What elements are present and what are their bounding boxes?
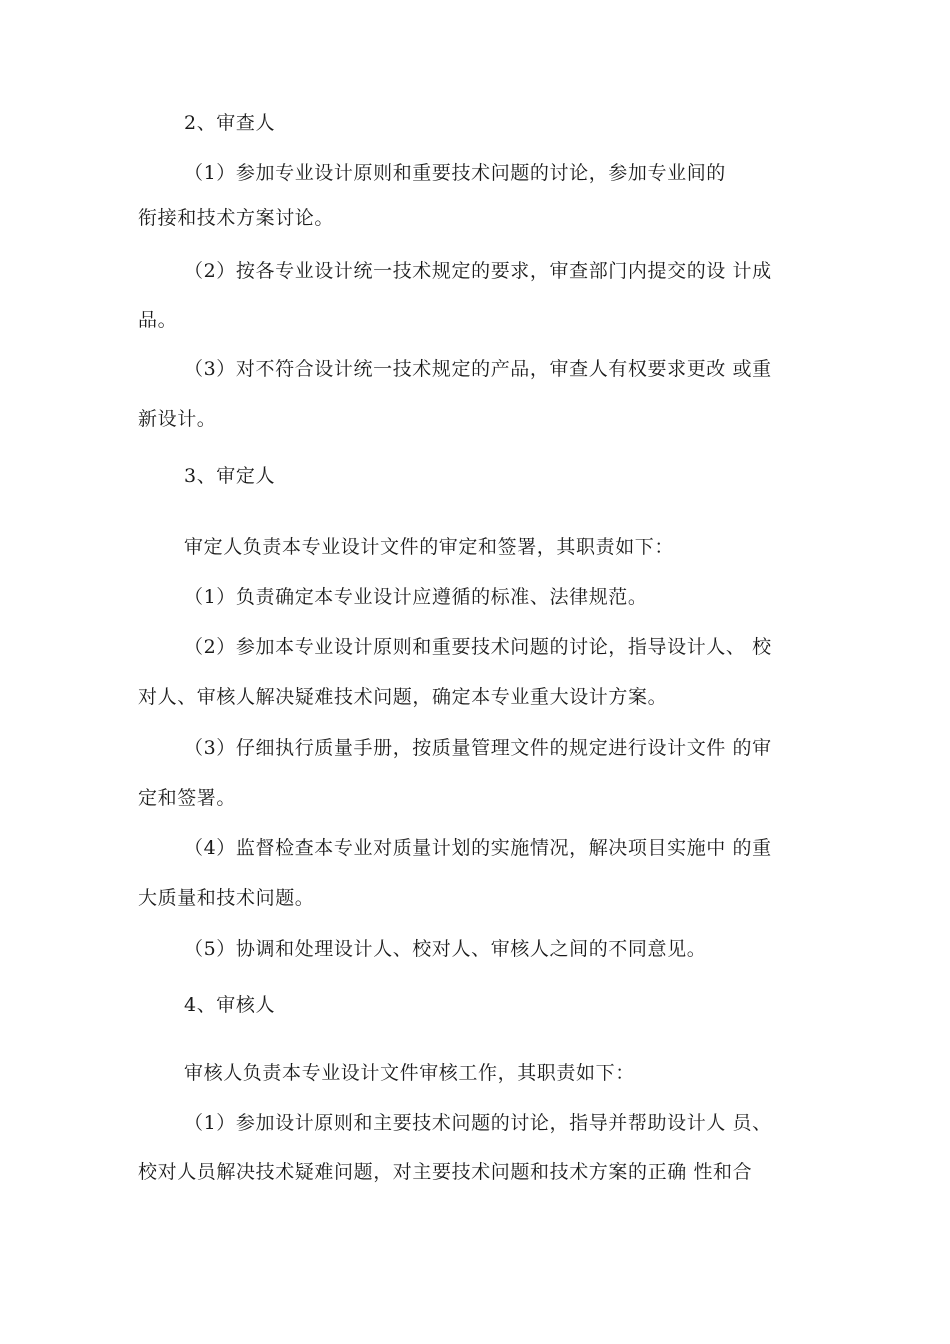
paragraph-line: （1）参加专业设计原则和重要技术问题的讨论，参加专业间的	[184, 162, 726, 184]
heading-approver: 3、审定人	[184, 465, 276, 487]
paragraph-line: （1）参加设计原则和主要技术问题的讨论，指导并帮助设计人 员、	[184, 1112, 772, 1134]
paragraph-line: （4）监督检查本专业对质量计划的实施情况，解决项目实施中 的重	[184, 837, 772, 859]
paragraph-line: 校对人员解决技术疑难问题，对主要技术问题和技术方案的正确 性和合	[138, 1161, 753, 1183]
paragraph-line: 审定人负责本专业设计文件的审定和签署，其职责如下：	[184, 536, 675, 558]
paragraph-line: （5）协调和处理设计人、校对人、审核人之间的不同意见。	[184, 938, 707, 960]
heading-auditor: 4、审核人	[184, 994, 276, 1016]
paragraph-line: 审核人负责本专业设计文件审核工作，其职责如下：	[184, 1062, 635, 1084]
paragraph-line: （3）仔细执行质量手册，按质量管理文件的规定进行设计文件 的审	[184, 737, 772, 759]
paragraph-line: 对人、审核人解决疑难技术问题，确定本专业重大设计方案。	[138, 686, 668, 708]
paragraph-line: 定和签署。	[138, 787, 237, 809]
paragraph-line: 大质量和技术问题。	[138, 887, 315, 909]
heading-reviewer: 2、审查人	[184, 112, 276, 134]
paragraph-line: （3）对不符合设计统一技术规定的产品，审查人有权要求更改 或重	[184, 358, 772, 380]
paragraph-line: （1）负责确定本专业设计应遵循的标准、法律规范。	[184, 586, 648, 608]
paragraph-line: 衔接和技术方案讨论。	[138, 207, 335, 229]
paragraph-line: （2）参加本专业设计原则和重要技术问题的讨论，指导设计人、 校	[184, 636, 772, 658]
paragraph-line: 新设计。	[138, 408, 217, 430]
paragraph-line: （2）按各专业设计统一技术规定的要求，审查部门内提交的设 计成	[184, 260, 772, 282]
paragraph-line: 品。	[138, 309, 178, 331]
